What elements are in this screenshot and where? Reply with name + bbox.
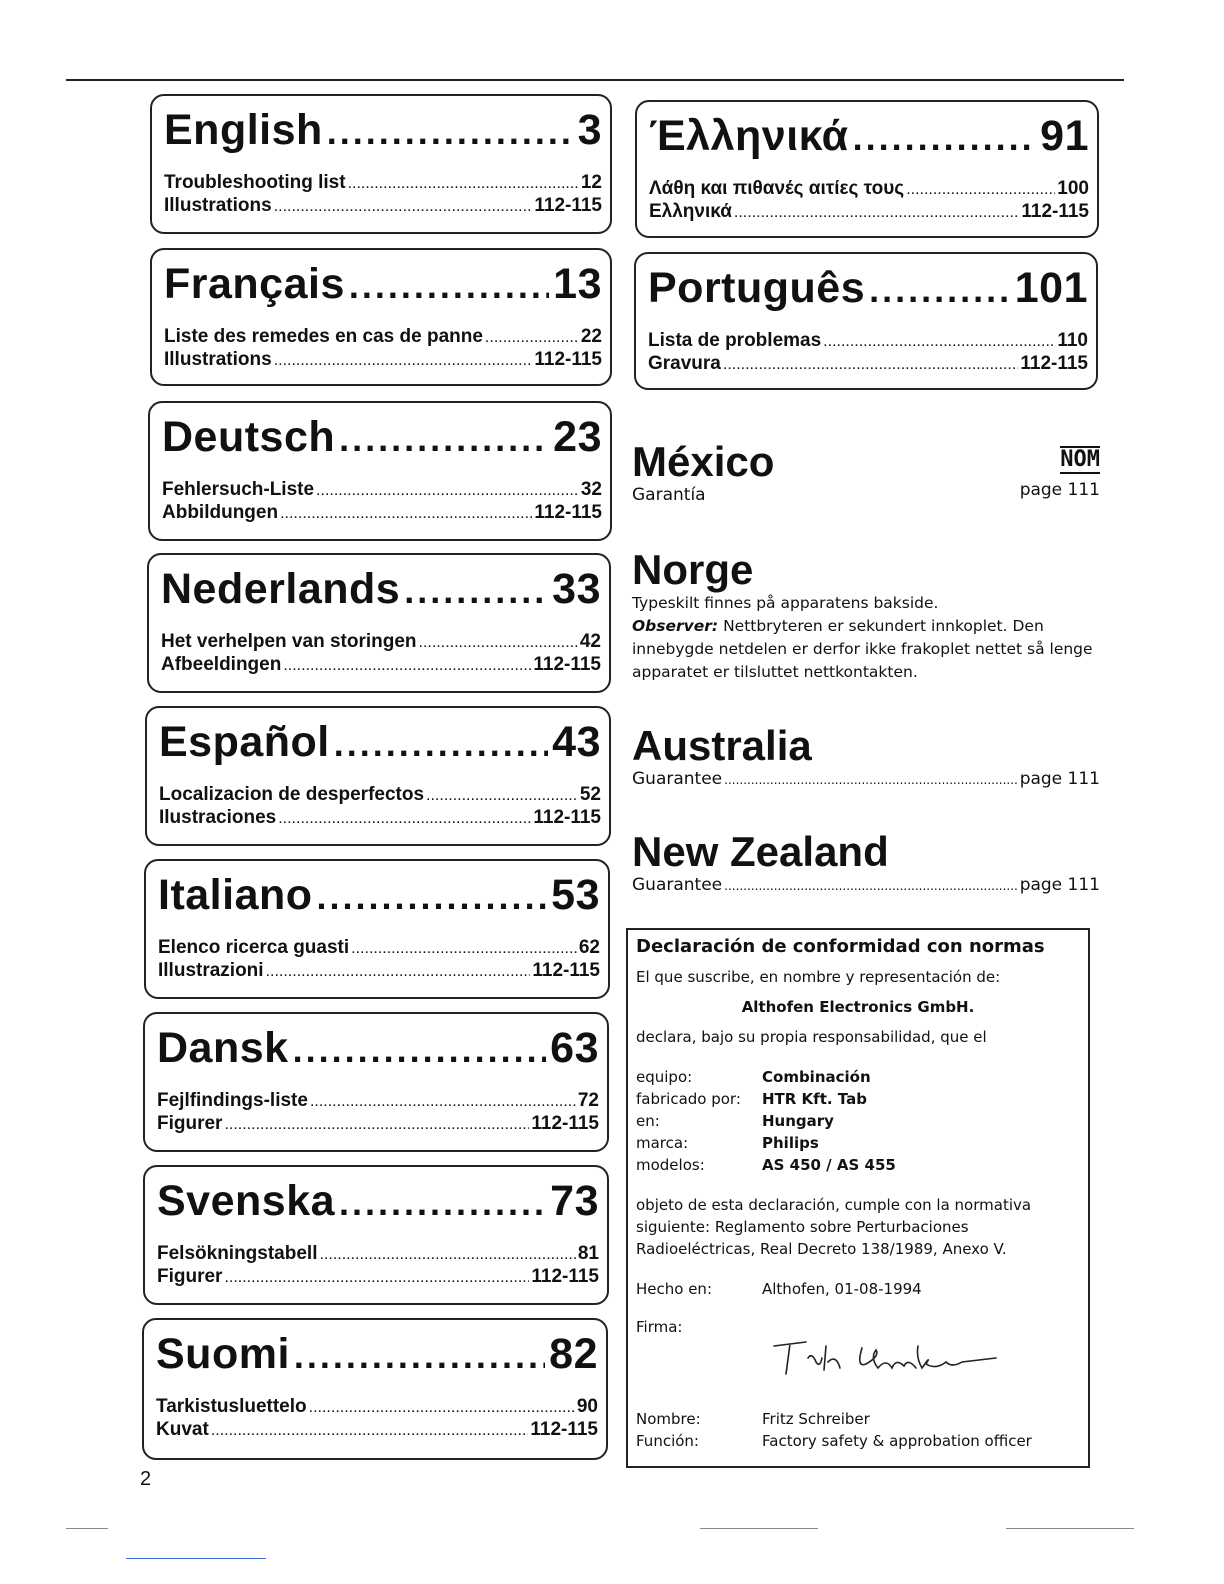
- language-heading: [164, 106, 602, 156]
- function-row: [636, 1430, 1080, 1452]
- language-name: Έλληνικά: [649, 112, 849, 160]
- leader-dots: [283, 655, 531, 677]
- declaration-declares: declara, bajo su propia responsabilidad, que el: [636, 1028, 987, 1046]
- footer-mark: [1006, 1528, 1134, 1529]
- toc-entry: [162, 502, 602, 525]
- leader-dots: [294, 1332, 545, 1380]
- toc-entry-label: Illustrations: [164, 195, 272, 216]
- signature-area: [636, 1338, 1080, 1408]
- field-value: HTR Kft. Tab: [762, 1090, 867, 1108]
- toc-entry: [649, 201, 1089, 224]
- leader-dots: [485, 327, 579, 349]
- leader-dots: [293, 1026, 547, 1074]
- field-key: en:: [636, 1112, 660, 1130]
- toc-entry: [157, 1090, 599, 1113]
- made-label: Hecho en:: [636, 1280, 712, 1298]
- language-box: [150, 248, 612, 386]
- toc-entry: [157, 1113, 599, 1136]
- toc-entry-label: Figurer: [157, 1266, 223, 1287]
- toc-entry-page: 112-115: [534, 349, 602, 370]
- toc-entry: [164, 349, 602, 372]
- language-page: 53: [551, 871, 600, 919]
- language-heading: [156, 1330, 598, 1380]
- function-value: Factory safety & approbation officer: [762, 1432, 1032, 1450]
- language-entries: [159, 784, 601, 830]
- toc-entry-page: 32: [580, 479, 602, 500]
- observer-label: Observer:: [632, 617, 719, 635]
- language-box: [634, 252, 1098, 390]
- declaration-field-row: [636, 1110, 1080, 1132]
- toc-entry-page: 12: [580, 172, 602, 193]
- toc-entry-label: Elenco ricerca guasti: [158, 937, 350, 958]
- language-page: 101: [1014, 264, 1088, 312]
- toc-entry-label: Localizacion de desperfectos: [159, 784, 425, 805]
- toc-entry-label: Ilustraciones: [159, 807, 277, 828]
- toc-entry: [164, 326, 602, 349]
- field-key: modelos:: [636, 1156, 705, 1174]
- toc-entry: [158, 960, 600, 983]
- language-page: 23: [553, 413, 602, 461]
- leader-dots: [266, 961, 531, 983]
- footer-mark: [66, 1528, 108, 1529]
- leader-dots: [211, 1420, 529, 1442]
- language-name: Português: [648, 264, 866, 312]
- language-heading: [648, 264, 1088, 314]
- language-heading: [161, 565, 601, 615]
- function-label: Función:: [636, 1432, 699, 1450]
- footer-blue-line: [126, 1558, 266, 1559]
- language-box: [150, 94, 612, 234]
- language-entries: [162, 479, 602, 525]
- leader-dots: [327, 108, 574, 156]
- toc-entry-page: 90: [576, 1396, 598, 1417]
- field-value: Hungary: [762, 1112, 834, 1130]
- toc-entry-page: 52: [579, 784, 601, 805]
- language-heading: [159, 718, 601, 768]
- language-entries: [648, 330, 1088, 376]
- declaration-fields: [636, 1066, 1080, 1176]
- toc-entry-page: 112-115: [530, 1419, 598, 1440]
- leader-dots: [349, 262, 549, 310]
- toc-entry-label: Fejlfindings-liste: [157, 1090, 308, 1111]
- language-page: 91: [1040, 112, 1089, 160]
- language-name: Español: [159, 718, 330, 766]
- leader-dots: [274, 196, 533, 218]
- language-heading: [162, 413, 602, 463]
- language-page: 63: [550, 1024, 599, 1072]
- language-box: [145, 706, 611, 846]
- language-heading: [649, 112, 1089, 162]
- top-rule: [66, 79, 1124, 81]
- declaration-company: Althofen Electronics GmbH.: [741, 998, 975, 1016]
- footer-mark: [700, 1528, 818, 1529]
- language-entries: [164, 172, 602, 218]
- toc-entry-label: Ελληνικά: [649, 201, 732, 222]
- leader-dots: [853, 114, 1037, 162]
- declaration-field-row: [636, 1088, 1080, 1110]
- language-heading: [157, 1024, 599, 1074]
- toc-entry-label: Afbeeldingen: [161, 654, 282, 675]
- new-zealand-section: [632, 830, 1100, 897]
- toc-entry: [649, 178, 1089, 201]
- field-value: Philips: [762, 1134, 819, 1152]
- toc-entry-page: 42: [579, 631, 601, 652]
- toc-entry: [162, 479, 602, 502]
- declaration-box: [626, 928, 1090, 1468]
- toc-entry-label: Λάθη και πιθανές αιτίες τους: [649, 178, 905, 199]
- norge-title: Norge: [632, 546, 754, 593]
- name-value: Fritz Schreiber: [762, 1410, 870, 1428]
- declaration-field-row: [636, 1132, 1080, 1154]
- leader-dots: [339, 1179, 546, 1227]
- toc-entry-page: 112-115: [533, 654, 601, 675]
- leader-dots: [316, 480, 579, 502]
- toc-entry-page: 110: [1057, 330, 1088, 351]
- language-box: [142, 1318, 608, 1460]
- toc-entry-page: 72: [577, 1090, 599, 1111]
- language-entries: [157, 1243, 599, 1289]
- leader-dots: [317, 873, 548, 921]
- toc-entry-page: 112-115: [1021, 201, 1089, 222]
- language-box: [144, 859, 610, 999]
- language-name: Suomi: [156, 1330, 290, 1378]
- toc-entry-page: 112-115: [534, 502, 602, 523]
- leader-dots: [334, 720, 548, 768]
- language-name: Deutsch: [162, 413, 336, 461]
- language-page: 13: [553, 260, 602, 308]
- language-entries: [156, 1396, 598, 1442]
- declaration-field-row: [636, 1066, 1080, 1088]
- declaration-object-text: objeto de esta declaración, cumple con la normativa siguiente: Reglamento sobre Perturbaciones Radioeléctricas, Real Decreto 138/1989, Anexo V.: [636, 1196, 1032, 1258]
- norge-observer: [632, 615, 1100, 684]
- leader-dots: [224, 1114, 529, 1136]
- toc-entry-page: 62: [578, 937, 600, 958]
- leader-dots: [906, 179, 1055, 201]
- name-label: Nombre:: [636, 1410, 701, 1428]
- observer-text: Nettbryteren er sekundert innkoplet. Den innebygde netdelen er derfor ikke frakoplet nettet så lenge apparatet er tilsluttet nettkontakten.: [632, 617, 1093, 681]
- field-value: Combinación: [762, 1068, 871, 1086]
- toc-entry: [156, 1419, 598, 1442]
- toc-entry-label: Liste des remedes en cas de panne: [164, 326, 483, 347]
- toc-entry: [161, 654, 601, 677]
- signature-image: [766, 1328, 1066, 1388]
- toc-entry: [159, 784, 601, 807]
- toc-entry-label: Illustrations: [164, 349, 272, 370]
- page-number: 2: [140, 1468, 152, 1490]
- language-name: Nederlands: [161, 565, 401, 613]
- language-box: [143, 1165, 609, 1305]
- leader-dots: [280, 503, 532, 525]
- toc-entry: [164, 195, 602, 218]
- leader-dots: [278, 808, 531, 830]
- toc-entry: [648, 330, 1088, 353]
- toc-entry-label: Fehlersuch-Liste: [162, 479, 315, 500]
- language-box: [143, 1012, 609, 1152]
- new-zealand-guarantee-row: [632, 874, 1100, 897]
- toc-entry-label: Kuvat: [156, 1419, 209, 1440]
- australia-guarantee-label: Guarantee: [632, 769, 723, 789]
- language-box: [635, 100, 1099, 238]
- leader-dots: [224, 1267, 529, 1289]
- leader-dots: [734, 202, 1019, 224]
- toc-entry-label: Gravura: [648, 353, 721, 374]
- norge-line1: Typeskilt finnes på apparatens bakside.: [632, 594, 939, 612]
- leader-dots: [823, 331, 1055, 353]
- australia-title: Australia: [632, 722, 812, 769]
- toc-entry: [648, 353, 1088, 376]
- language-entries: [157, 1090, 599, 1136]
- toc-entry: [161, 631, 601, 654]
- toc-entry-page: 112-115: [1020, 353, 1088, 374]
- leader-dots: [404, 567, 548, 615]
- made-value: Althofen, 01-08-1994: [762, 1280, 922, 1298]
- leader-dots: [319, 1244, 575, 1266]
- toc-entry-page: 22: [580, 326, 602, 347]
- norge-section: [632, 548, 1100, 684]
- declaration-title: Declaración de conformidad con normas: [636, 936, 1045, 957]
- toc-entry-page: 112-115: [533, 807, 601, 828]
- mexico-guarantee-label: Garantía: [632, 485, 706, 505]
- leader-dots: [274, 350, 533, 372]
- language-page: 43: [552, 718, 601, 766]
- leader-dots: [426, 785, 578, 807]
- toc-entry-label: Het verhelpen van storingen: [161, 631, 417, 652]
- leader-dots: [339, 415, 549, 463]
- language-page: 33: [552, 565, 601, 613]
- made-row: [636, 1278, 1080, 1300]
- toc-entry: [158, 937, 600, 960]
- field-key: equipo:: [636, 1068, 693, 1086]
- field-key: marca:: [636, 1134, 689, 1152]
- language-entries: [164, 326, 602, 372]
- leader-dots: [869, 266, 1011, 314]
- toc-entry: [159, 807, 601, 830]
- language-entries: [158, 937, 600, 983]
- mexico-page-ref: page 111: [1019, 480, 1100, 500]
- toc-entry: [156, 1396, 598, 1419]
- mexico-title: México: [632, 438, 775, 485]
- australia-section: [632, 724, 1100, 791]
- leader-dots: [348, 173, 579, 195]
- leader-dots: [723, 354, 1018, 376]
- toc-entry-page: 81: [577, 1243, 599, 1264]
- language-entries: [161, 631, 601, 677]
- field-key: fabricado por:: [636, 1090, 741, 1108]
- toc-entry-page: 112-115: [531, 1113, 599, 1134]
- australia-page-ref: page 111: [1019, 769, 1100, 789]
- language-name: English: [164, 106, 323, 154]
- leader-dots: [309, 1397, 575, 1419]
- new-zealand-guarantee-label: Guarantee: [632, 875, 723, 895]
- leader-dots: [724, 769, 1018, 791]
- field-value: AS 450 / AS 455: [762, 1156, 896, 1174]
- new-zealand-title: New Zealand: [632, 828, 889, 875]
- toc-entry-label: Felsökningstabell: [157, 1243, 318, 1264]
- language-name: Svenska: [157, 1177, 336, 1225]
- toc-entry-label: Troubleshooting list: [164, 172, 346, 193]
- toc-entry: [164, 172, 602, 195]
- declaration-intro: El que suscribe, en nombre y representación de:: [636, 968, 1001, 986]
- toc-entry-label: Lista de problemas: [648, 330, 822, 351]
- new-zealand-page-ref: page 111: [1019, 875, 1100, 895]
- declaration-field-row: [636, 1154, 1080, 1176]
- toc-entry-page: 100: [1057, 178, 1089, 199]
- language-box: [148, 401, 612, 541]
- australia-guarantee-row: [632, 768, 1100, 791]
- language-heading: [158, 871, 600, 921]
- language-heading: [164, 260, 602, 310]
- language-name: Italiano: [158, 871, 313, 919]
- toc-entry-label: Illustrazioni: [158, 960, 264, 981]
- toc-entry: [157, 1266, 599, 1289]
- language-page: 82: [549, 1330, 598, 1378]
- firma-label: Firma:: [636, 1318, 683, 1336]
- toc-entry: [157, 1243, 599, 1266]
- leader-dots: [419, 632, 578, 654]
- toc-entry-label: Tarkistusluettelo: [156, 1396, 307, 1417]
- language-name: Français: [164, 260, 345, 308]
- toc-entry-page: 112-115: [532, 960, 600, 981]
- language-page: 3: [577, 106, 602, 154]
- name-row: [636, 1408, 1080, 1430]
- mexico-section: [632, 440, 1100, 506]
- language-name: Dansk: [157, 1024, 289, 1072]
- language-heading: [157, 1177, 599, 1227]
- language-entries: [649, 178, 1089, 224]
- toc-entry-page: 112-115: [534, 195, 602, 216]
- leader-dots: [724, 875, 1018, 897]
- nom-logo: NOM: [1060, 447, 1100, 472]
- toc-entry-label: Abbildungen: [162, 502, 279, 523]
- language-page: 73: [550, 1177, 599, 1225]
- toc-entry-page: 112-115: [531, 1266, 599, 1287]
- language-box: [147, 553, 611, 693]
- leader-dots: [310, 1091, 576, 1113]
- leader-dots: [351, 938, 577, 960]
- toc-entry-label: Figurer: [157, 1113, 223, 1134]
